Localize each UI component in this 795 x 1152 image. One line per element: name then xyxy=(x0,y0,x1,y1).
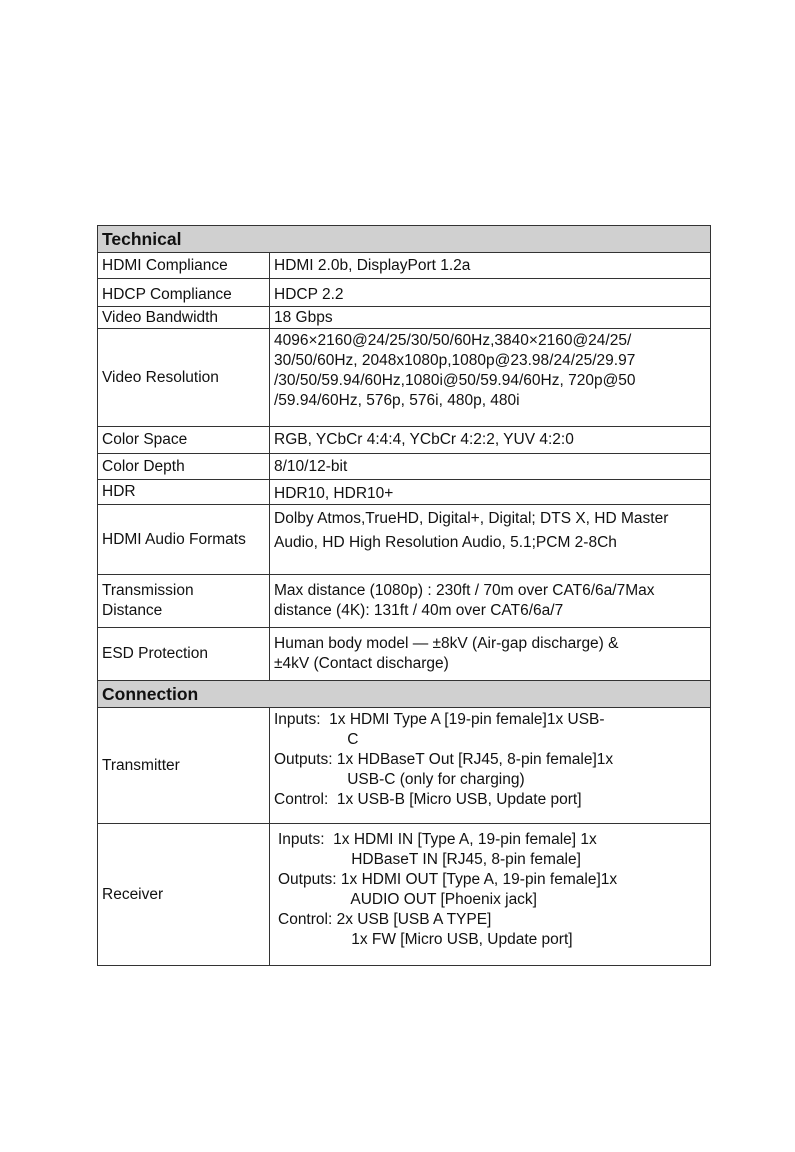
spec-value: Dolby Atmos,TrueHD, Digital+, Digital; DTS X, HD Master Audio, HD High Resolution Audio, 5.1;PCM 2-8Ch xyxy=(270,505,711,575)
table-row xyxy=(98,427,711,454)
spec-value: 8/10/12-bit xyxy=(270,454,711,480)
table-row xyxy=(98,708,711,824)
table-row xyxy=(98,253,711,279)
table-row xyxy=(98,575,711,628)
section-title: Technical xyxy=(98,226,711,253)
table-row xyxy=(98,505,711,575)
spec-value: HDMI 2.0b, DisplayPort 1.2a xyxy=(270,253,711,279)
table-row xyxy=(98,307,711,329)
spec-value: Human body model — ±8kV (Air-gap discharge) & ±4kV (Contact discharge) xyxy=(270,628,711,681)
spec-value: Inputs: 1x HDMI Type A [19-pin female]1x USB- C Outputs: 1x HDBaseT Out [RJ45, 8-pin female]1x USB-C (only for charging) Control: 1x USB-B [Micro USB, Update port] xyxy=(270,708,711,824)
spec-value: RGB, YCbCr 4:4:4, YCbCr 4:2:2, YUV 4:2:0 xyxy=(270,427,711,454)
spec-label: HDR xyxy=(98,480,270,505)
spec-label: Video Resolution xyxy=(98,329,270,427)
table-row xyxy=(98,454,711,480)
spec-table xyxy=(97,225,711,966)
spec-label: Transmitter xyxy=(98,708,270,824)
spec-label: Video Bandwidth xyxy=(98,307,270,329)
spec-label: Transmission Distance xyxy=(98,575,270,628)
table-row xyxy=(98,824,711,966)
spec-label: Color Depth xyxy=(98,454,270,480)
table-row xyxy=(98,480,711,505)
spec-value: Inputs: 1x HDMI IN [Type A, 19-pin female] 1x HDBaseT IN [RJ45, 8-pin female] Outputs: 1x HDMI OUT [Type A, 19-pin female]1x AUDIO OUT [Phoenix jack] Control: 2x USB [USB A TYPE] 1x FW [Micro USB, Update port] xyxy=(270,824,711,966)
table-row xyxy=(98,329,711,427)
spec-value: HDR10, HDR10+ xyxy=(270,480,711,505)
spec-label: ESD Protection xyxy=(98,628,270,681)
spec-label: Color Space xyxy=(98,427,270,454)
table-row xyxy=(98,628,711,681)
spec-value: HDCP 2.2 xyxy=(270,279,711,307)
spec-label: HDCP Compliance xyxy=(98,279,270,307)
spec-value: 18 Gbps xyxy=(270,307,711,329)
spec-label: HDMI Compliance xyxy=(98,253,270,279)
spec-value: Max distance (1080p) : 230ft / 70m over CAT6/6a/7Max distance (4K): 131ft / 40m over CAT6/6a/7 xyxy=(270,575,711,628)
section-title: Connection xyxy=(98,681,711,708)
section-header-connection xyxy=(98,681,711,708)
spec-label: Receiver xyxy=(98,824,270,966)
spec-value: 4096×2160@24/25/30/50/60Hz,3840×2160@24/25/ 30/50/60Hz, 2048x1080p,1080p@23.98/24/25/29.97 /30/50/59.94/60Hz,1080i@50/59.94/60Hz, 720p@50 /59.94/60Hz, 576p, 576i, 480p, 480i xyxy=(270,329,711,427)
section-header-technical xyxy=(98,226,711,253)
spec-label: HDMI Audio Formats xyxy=(98,505,270,575)
table-row xyxy=(98,279,711,307)
